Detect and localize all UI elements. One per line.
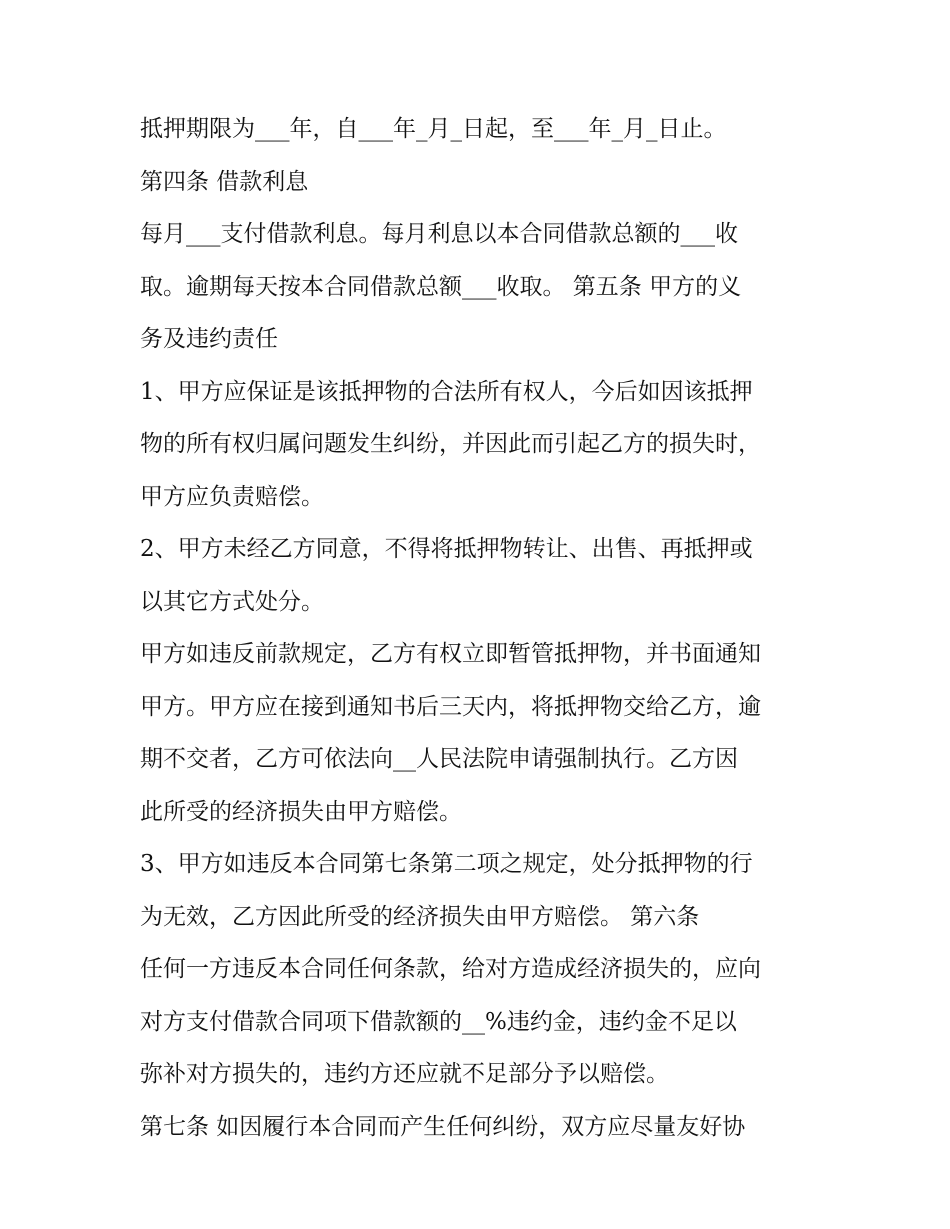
text-line: 物的所有权归属问题发生纠纷，并因此而引起乙方的损失时，: [140, 431, 761, 457]
text-line: 弥补对方损失的，违约方还应就不足部分予以赔偿。: [140, 1061, 669, 1087]
text-line: 以其它方式处分。: [140, 588, 324, 615]
text-line: 第七条 如因履行本合同而产生任何纠纷，双方应尽量友好协: [140, 1113, 746, 1140]
text-line: 甲方。甲方应在接到通知书后三天内，将抵押物交给乙方，逾: [140, 693, 761, 720]
text-line: 为无效，乙方因此所受的经济损失由甲方赔偿。 第六条: [140, 903, 700, 930]
text-line: 3、甲方如违反本合同第七条第二项之规定，处分抵押物的行: [140, 851, 753, 877]
text-line: 期不交者，乙方可依法向__人民法院申请强制执行。乙方因: [140, 746, 738, 772]
text-line: 1、甲方应保证是该抵押物的合法所有权人，今后如因该抵押: [140, 378, 753, 405]
document-body: [140, 103, 820, 1153]
text-line: 抵押期限为___年，自___年_月_日起，至___年_月_日止。: [140, 116, 727, 142]
text-line: 此所受的经济损失由甲方赔偿。: [140, 798, 462, 825]
text-line: 对方支付借款合同项下借款额的__%违约金，违约金不足以: [140, 1008, 737, 1035]
text-line: 每月___支付借款利息。每月利息以本合同借款总额的___收: [140, 221, 738, 247]
section-heading: 第四条 借款利息: [140, 168, 309, 195]
text-line: 取。逾期每天按本合同借款总额___收取。 第五条 甲方的义: [140, 273, 742, 300]
text-line: 任何一方违反本合同任何条款，给对方造成经济损失的，应向: [140, 956, 761, 982]
text-line: 甲方如违反前款规定，乙方有权立即暂管抵押物，并书面通知: [140, 641, 761, 667]
text-line: 务及违约责任: [140, 326, 278, 352]
text-line: 2、甲方未经乙方同意，不得将抵押物转让、出售、再抵押或: [140, 536, 753, 562]
text-line: 甲方应负责赔偿。: [140, 483, 324, 510]
